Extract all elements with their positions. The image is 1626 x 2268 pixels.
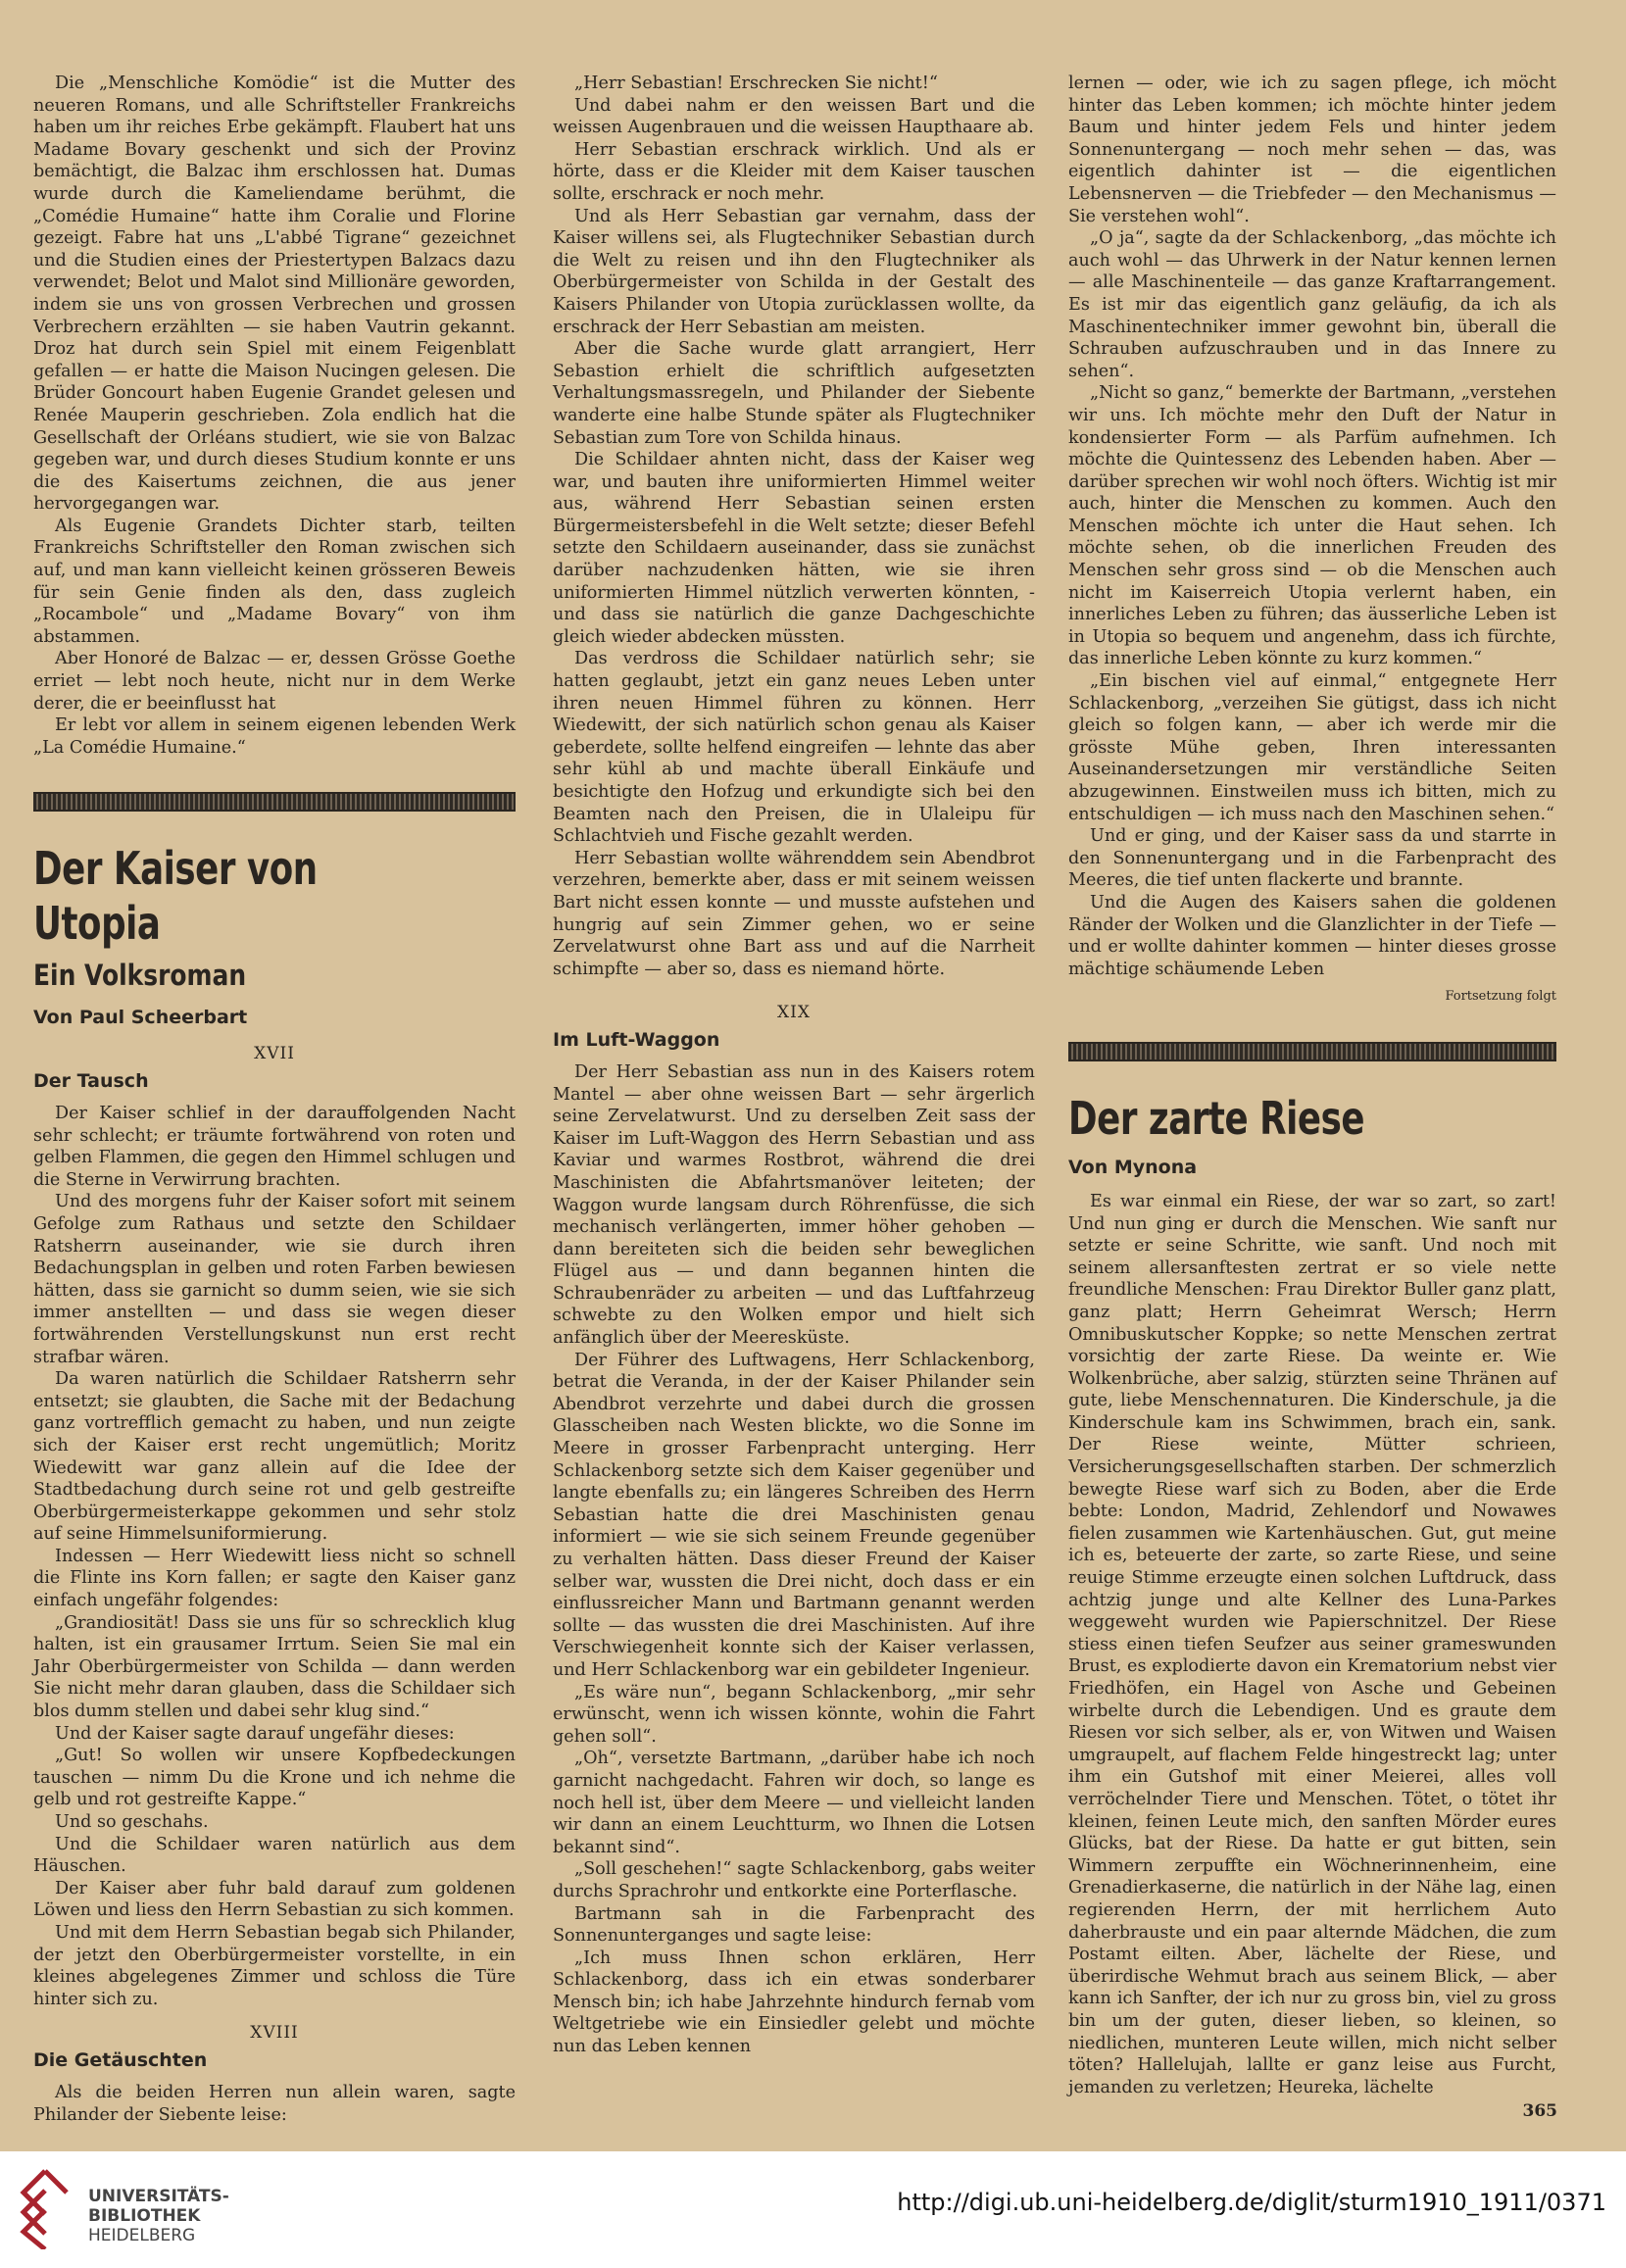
- section-divider: [1068, 1042, 1556, 1061]
- paragraph: Herr Sebastian erschrack wirklich. Und als er hörte, dass er die Kleider mit dem Kaiser tauschen sollte, erschrack er noch mehr.: [553, 139, 1035, 204]
- paragraph: Da waren natürlich die Schildaer Ratsherrn sehr entsetzt; sie glaubten, die Sache mit der Bedachung ganz vortrefflich gemacht zu haben, und nun zeigte sich der Kaiser erst recht ungemütlich; Moritz Wiedewitt war ganz allein auf die Idee der Stadtbedachung durch seine rot und gelb gestreifte Oberbürgermeisterkappe gekommen und sehr stolz auf seine Himmelsuniformierung.: [33, 1369, 516, 1545]
- section-divider: [33, 792, 516, 812]
- article-subtitle: Ein Volksroman: [33, 959, 247, 993]
- page-number: 365: [1522, 2101, 1557, 2121]
- paragraph: Als die beiden Herren nun allein waren, sagte Philander der Siebente leise:: [33, 2082, 516, 2125]
- paragraph: Der Herr Sebastian ass nun in des Kaisers rotem Mantel — aber ohne weissen Bart — sehr ärgerlich seine Zervelatwurst. Und zu derselben Zeit sass der Kaiser im Luft-Waggon des Herrn Sebastian und ass Kaviar und warmes Rostbrot, während die drei Maschinisten die Abfahrtsmanöver leiteten; der Waggon wurde langsam durch Röhrenfüsse, die sich mechanisch verlängerten, immer höher gehoben — dann bereiteten sich die beiden sehr beweglichen Flügel aus — und dann begannen hinten die Schraubenräder zu arbeiten — und das Luftfahrzeug schwebte zu den Wolken empor und hielt sich anfänglich über der Meeresküste.: [553, 1061, 1035, 1349]
- paragraph: Aber die Sache wurde glatt arrangiert, Herr Sebastion erhielt die schriftlich aufgesetzten Verhaltungsmassregeln, und Philander der Siebente wanderte eine halbe Stunde später als Flugtechniker Sebastian zum Tore von Schilda hinaus.: [553, 339, 1035, 448]
- paragraph: Und die Schildaer waren natürlich aus dem Häuschen.: [33, 1834, 516, 1877]
- library-name-line: HEIDELBERG: [88, 2226, 196, 2245]
- paragraph: Als Eugenie Grandets Dichter starb, teilten Frankreichs Schriftsteller den Roman zwischen sich auf, und man kann vielleicht keinen grösseren Beweis für sein Genie finden als den, dass zugleich „Rocambole“ und „Madame Bovary“ von ihm abstammen.: [33, 516, 516, 647]
- paragraph: Er lebt vor allem in seinem eigenen lebenden Werk „La Comédie Humaine.“: [33, 715, 516, 758]
- article-author: Von Mynona: [1068, 1156, 1198, 1178]
- chapter-number: XIX: [777, 1003, 811, 1023]
- paragraph: „Es wäre nun“, begann Schlackenborg, „mir sehr erwünscht, wenn ich wissen könnte, wohin die Fahrt gehen soll“.: [553, 1682, 1035, 1747]
- paragraph: „Grandiosität! Dass sie uns für so schrecklich klug halten, ist ein grausamer Irrtum. Seien Sie mal ein Jahr Oberbürgermeister von Schilda — dann werden Sie nicht mehr daran glauben, dass die Schildaer sich blos dumm stellen und dabei sehr klug sind.“: [33, 1612, 516, 1722]
- paragraph: Der Kaiser schlief in der darauffolgenden Nacht sehr schlecht; er träumte fortwährend von roten und gelben Flammen, die gegen den Himmel schlugen und die Sterne in Verwirrung brachten.: [33, 1104, 516, 1190]
- column-left: [33, 73, 516, 2126]
- paragraph: Und als Herr Sebastian gar vernahm, dass der Kaiser willens sei, als Flugtechniker Sebastian durch die Welt zu reisen und ihn den Flugtechniker als Oberbürgermeister von Schilda in der Gestalt des Kaisers Philander von Utopia zurücklassen wollte, da erschrack der Herr Sebastian am meisten.: [553, 206, 1035, 337]
- paragraph: Und er ging, und der Kaiser sass da und starrte in den Sonnenuntergang und in die Farbenpracht des Meeres, die tief unten flackerte und brannte.: [1068, 826, 1556, 891]
- paragraph: „Oh“, versetzte Bartmann, „darüber habe ich noch garnicht nachgedacht. Fahren wir doch, so lange es noch hell ist, über dem Meere — und vielleicht landen wir dann an einem Leuchtturm, wo Ihnen die Lotsen bekannt sind“.: [553, 1749, 1035, 1857]
- paragraph: Herr Sebastian wollte währenddem sein Abendbrot verzehren, bemerkte aber, dass er mit seinem weissen Bart nicht essen konnte — und musste aufstehen und hungrig auf sein Zimmer gehen, wo er seine Zervelatwurst ohne Bart ass und auf die Narrheit schimpfte — aber so, dass es niemand hörte.: [553, 848, 1035, 979]
- paragraph: Und des morgens fuhr der Kaiser sofort mit seinem Gefolge zum Rathaus und setzte den Schildaer Ratsherrn auseinander, wie sie durch ihren Bedachungsplan in gelben und roten Farben bewiesen hätten, dass sie garnicht so dumm seien, wie sie sich immer anstellten — und dass sie wegen dieser fortwährenden Verstellungskunst nun erst recht strafbar wären.: [33, 1192, 516, 1367]
- paragraph: Und der Kaiser sagte darauf ungefähr dieses:: [55, 1723, 455, 1744]
- paragraph: Und die Augen des Kaisers sahen die goldenen Ränder der Wolken und die Glanzlichter in der Tiefe — und er wollte dahinter kommen — hinter dieses grosse mächtige schäumende Leben: [1068, 892, 1556, 979]
- chapter-title: Der Tausch: [33, 1070, 149, 1092]
- article-title: Der zarte Riese: [1068, 1091, 1365, 1145]
- paragraph: Und mit dem Herrn Sebastian begab sich Philander, der jetzt den Oberbürgermeister vorstellte, in ein kleines abgelegenes Zimmer und schloss die Türe hinter sich zu.: [33, 1922, 516, 2009]
- column-right: [1068, 73, 1556, 2098]
- paragraph: „O ja“, sagte da der Schlackenborg, „das möchte ich auch wohl — das Uhrwerk in der Natur kennen lernen — alle Maschinenteile — das ganze Kraftarrangement. Es ist mir das eigentlich ganz geläufig, da ich als Maschinentechniker immer gewohnt bin, überall die Schrauben aufzuschrauben und in das Innere zu sehen“.: [1068, 228, 1556, 381]
- paragraph: „Gut! So wollen wir unsere Kopfbedeckungen tauschen — nimm Du die Krone und ich nehme die gelb und rot gestreifte Kappe.“: [33, 1746, 516, 1810]
- article-title: Der Kaiser von Utopia: [33, 842, 318, 951]
- paragraph: lernen — oder, wie ich zu sagen pflege, ich möcht hinter das Leben kommen; ich möchte hinter jedem Baum und hinter jedem Fels und hinter jedem Sonnenuntergang — noch mehr sehen — das, was eigentlich dahinter ist — die eigentlichen Lebensnerven — die Triebfeder — den Mechanismus — Sie verstehen wohl“.: [1068, 74, 1556, 226]
- paragraph: Die „Menschliche Komödie“ ist die Mutter des neueren Romans, und alle Schriftsteller Frankreichs haben um ihr reiches Erbe gekämpft. Flaubert hat uns Madame Bovary geschenkt und sich der Provinz bemächtigt, die Balzac ihm erschlossen hat. Dumas wurde durch die Kameliendame berühmt, die „Comédie Humaine“ hatte ihm Coralie und Florine gezeigt. Fabre hat uns „L'abbé Tigrane“ gezeichnet und die Studien eines der Priestertypen Balzacs dazu verwendet; Belot und Malot sind Millionäre geworden, indem sie uns von grossen Verbrechen und grossen Verbrechern erzählten — sie haben Vautrin gekannt. Droz hat durch sein Spiel mit einem Feigenblatt gefallen — er hatte die Maison Nucingen gelesen. Die Brüder Goncourt haben Eugenie Grandet gelesen und Renée Mauperin geschrieben. Zola endlich hat die Gesellschaft der Orléans studiert, wie sie von Balzac gegeben war, und durch dieses Studium konnte er uns die des Kaisertums zeichnen, die aus jener hervorgegangen war.: [33, 74, 516, 515]
- library-name-line: BIBLIOTHEK: [88, 2206, 201, 2226]
- library-logo-icon: [18, 2165, 73, 2249]
- paragraph: Es war einmal ein Riese, der war so zart, so zart! Und nun ging er durch die Menschen. Wie sanft nur setzte er seine Schritte, wie sanft. Und noch mit seinem allersanftesten zertrat er so viele nette freundliche Menschen: Frau Direktor Buller ganz platt, ganz platt; Herrn Geheimrat Wersch; Herrn Omnibuskutscher Koppke; so nette Menschen zertrat vorsichtig der zarte Riese. Da weinte er. Wie Wolkenbrüche, aber salzig, stürzten seine Thränen auf gute, liebe Menschennaturen. Die Kinderschule, ja die Kinderschule kam ins Schwimmen, brach ein, sank. Der Riese weinte, Mütter schrieen, Versicherungsgesellschaften starben. Der schmerzlich bewegte Riese warf sich zu Boden, aber die Erde bebte: London, Madrid, Zehlendorf und Nowawes fielen zusammen wie Kartenhäuschen. Gut, gut meine ich es, beteuerte der zarte, so zarte Riese, und seine reuige Stimme erzeugte einen solchen Luftdruck, dass achtzig junge und alte Kellner des Luna-Parkes weggeweht wurden wie Papierschnitzel. Der Riese stiess einen tiefen Seufzer aus seiner grameswunden Brust, es explodierte davon ein Krematorium nebst vier Friedhöfen, ein Hagel von Asche und Gebeinen wirbelte durch die Lebendigen. Und es graute dem Riesen vor sich selber, als er, von Witwen und Waisen umgraupelt, auf flachem Felde hingestreckt lag; unter ihm ein Gutshof mit einer Meierei, alles voll verröchelnder Tiere und Menschen. Tötet, o tötet ihr kleinen, feinen Leute mich, den sanften Mörder eures Glücks, bat der Riese. Da hatte er gut bitten, sein Wimmern zerpuffte ein Wöchnerinnenheim, eine Grenadierkaserne, die natürlich in der Nähe lag, einen regierenden Herrn, der mit herrlichem Auto daherbrauste und ein paar alternde Mädchen, die zum Postamt eilten. Aber, lächelte der Riese, und überirdische Wehmut brach aus seinem Blick, — aber kann ich Sanfter, der ich nur zu gross bin, viel zu gross bin um der guten, dieser lieben, so kleinen, so niedlichen, munteren Leute willen, mich nicht selber töten? Hallelujah, lallte er ganz leise aus Furcht, jemanden zu verletzen; Heureka, lächelte: [1068, 1191, 1556, 2097]
- paragraph: „Soll geschehen!“ sagte Schlackenborg, gabs weiter durchs Sprachrohr und entkorkte eine Porterflasche.: [553, 1859, 1035, 1901]
- paragraph: „Herr Sebastian! Erschrecken Sie nicht!“: [574, 74, 938, 93]
- chapter-number: XVIII: [250, 2023, 299, 2044]
- library-name: [88, 2187, 229, 2245]
- paragraph: „Ich muss Ihnen schon erklären, Herr Schlackenborg, dass ich ein etwas sonderbarer Mensch bin; ich habe Jahrzehnte hindurch fernab vom Weltgetriebe wie ein Einsiedler gelebt und möchte nun das Leben kennen: [553, 1948, 1035, 2057]
- balzac-article-end: [33, 73, 516, 759]
- library-footer: [0, 2151, 1626, 2268]
- paragraph: Der Kaiser aber fuhr bald darauf zum goldenen Löwen und liess den Herrn Sebastian zu sich kommen.: [33, 1878, 516, 1921]
- paragraph: „Ein bischen viel auf einmal,“ entgegnete Herr Schlackenborg, „verzeihen Sie gütigst, dass ich nicht gleich so folgen kann, — aber ich werde mir die grösste Mühe geben, Ihren interessanten Auseinandersetzungen mir verständliche Seiten abzugewinnen. Einstweilen muss ich bitten, mich zu entschuldigen — ich muss nach den Maschinen sehen.“: [1068, 671, 1556, 824]
- source-url[interactable]: http://digi.ub.uni-heidelberg.de/diglit/sturm1910_1911/0371: [897, 2189, 1606, 2216]
- paragraph: Bartmann sah in die Farbenpracht des Sonnenunterganges und sagte leise:: [553, 1903, 1035, 1947]
- chapter-number: XVII: [254, 1044, 295, 1064]
- paragraph: Und so geschahs.: [55, 1812, 209, 1832]
- chapter-title: Im Luft-Waggon: [553, 1028, 720, 1051]
- paragraph: Das verdross die Schildaer natürlich sehr; sie hatten geglaubt, jetzt ein ganz neues Leben unter ihren neuen Himmel führen zu können. Herr Wiedewitt, der sich natürlich schon genau als Kaiser geberdete, sollte helfend eingreifen — lehnte das aber sehr kühl ab und machte überall Einkäufe und besichtigte den Hofzug und erkundigte sich bei den Beamten nach den Preisen, die in Ulaleipu für Schlachtvieh und Fische gezahlt werden.: [553, 649, 1035, 847]
- library-name-line: UNIVERSITÄTS-: [88, 2187, 229, 2206]
- paragraph: Der Führer des Luftwagens, Herr Schlackenborg, betrat die Veranda, in der der Kaiser Philander sein Abendbrot verzehrte und dabei durch die grossen Glasscheiben nach Westen blickte, wo die Sonne im Meere in grosser Farbenpracht unterging. Herr Schlackenborg setzte sich dem Kaiser gegenüber und langte ebenfalls zu; ein längeres Schreiben des Herrn Sebastian hatte die drei Maschinisten genau informiert — wie sie sich seinem Freunde gegenüber zu verhalten hätten. Dass dieser Freund der Kaiser selber war, wussten die Drei nicht, doch dass er ein einflussreicher Mann und Bartmann genannt werden sollte — das wussten die drei Maschinisten. Auf ihre Verschwiegenheit konnte sich der Kaiser verlassen, und Herr Schlackenborg war ein gebildeter Ingenieur.: [553, 1350, 1035, 1680]
- paragraph: Die Schildaer ahnten nicht, dass der Kaiser weg war, und bauten ihre uniformierten Himmel weiter aus, während Herr Sebastian seinen ersten Bürgermeistersbefehl in die Welt setzte; dieser Befehl setzte den Schildaern auseinander, dass sie zunächst darüber nachzudenken hätten, wie sie ihren uniformierten Himmel nützlich verwerten könnten, - und dass sie natürlich die ganze Dachgeschichte gleich wieder abdecken müssten.: [553, 450, 1035, 647]
- column-middle: [553, 73, 1035, 2058]
- paragraph: „Nicht so ganz,“ bemerkte der Bartmann, „verstehen wir uns. Ich möchte mehr den Duft der Natur in kondensierter Form — als Parfüm aufnehmen. Ich möchte die Quintessenz des Lebenden haben. Aber — darüber sprechen wir wohl noch öfters. Wichtig ist mir auch, hinter die Menschen zu kommen. Auch den Menschen möchte ich unter die Haut sehen. Ich möchte sehen, ob die innerlichen Freuden des Menschen sehr gross sind — ob die Menschen auch nicht im Kaiserreich Utopia verlernt haben, ein innerliches Leben zu führen; das äusserliche Leben ist in Utopia so bequem und angenehm, dass ich fürchte, das innerliche Leben könnte zu kurz kommen.“: [1068, 383, 1556, 669]
- paragraph: Aber Honoré de Balzac — er, dessen Grösse Goethe erriet — lebt noch heute, nicht nur in dem Werke derer, die er beeinflusst hat: [33, 649, 516, 714]
- paragraph: Indessen — Herr Wiedewitt liess nicht so schnell die Flinte ins Korn fallen; er sagte den Kaiser ganz einfach ungefähr folgendes:: [33, 1546, 516, 1611]
- article-author: Von Paul Scheerbart: [33, 1007, 248, 1029]
- continuation-note: Fortsetzung folgt: [1445, 989, 1556, 1005]
- chapter-title: Die Getäuschten: [33, 2048, 208, 2071]
- paragraph: Und dabei nahm er den weissen Bart und die weissen Augenbrauen und die weissen Haupthaare ab.: [553, 95, 1035, 138]
